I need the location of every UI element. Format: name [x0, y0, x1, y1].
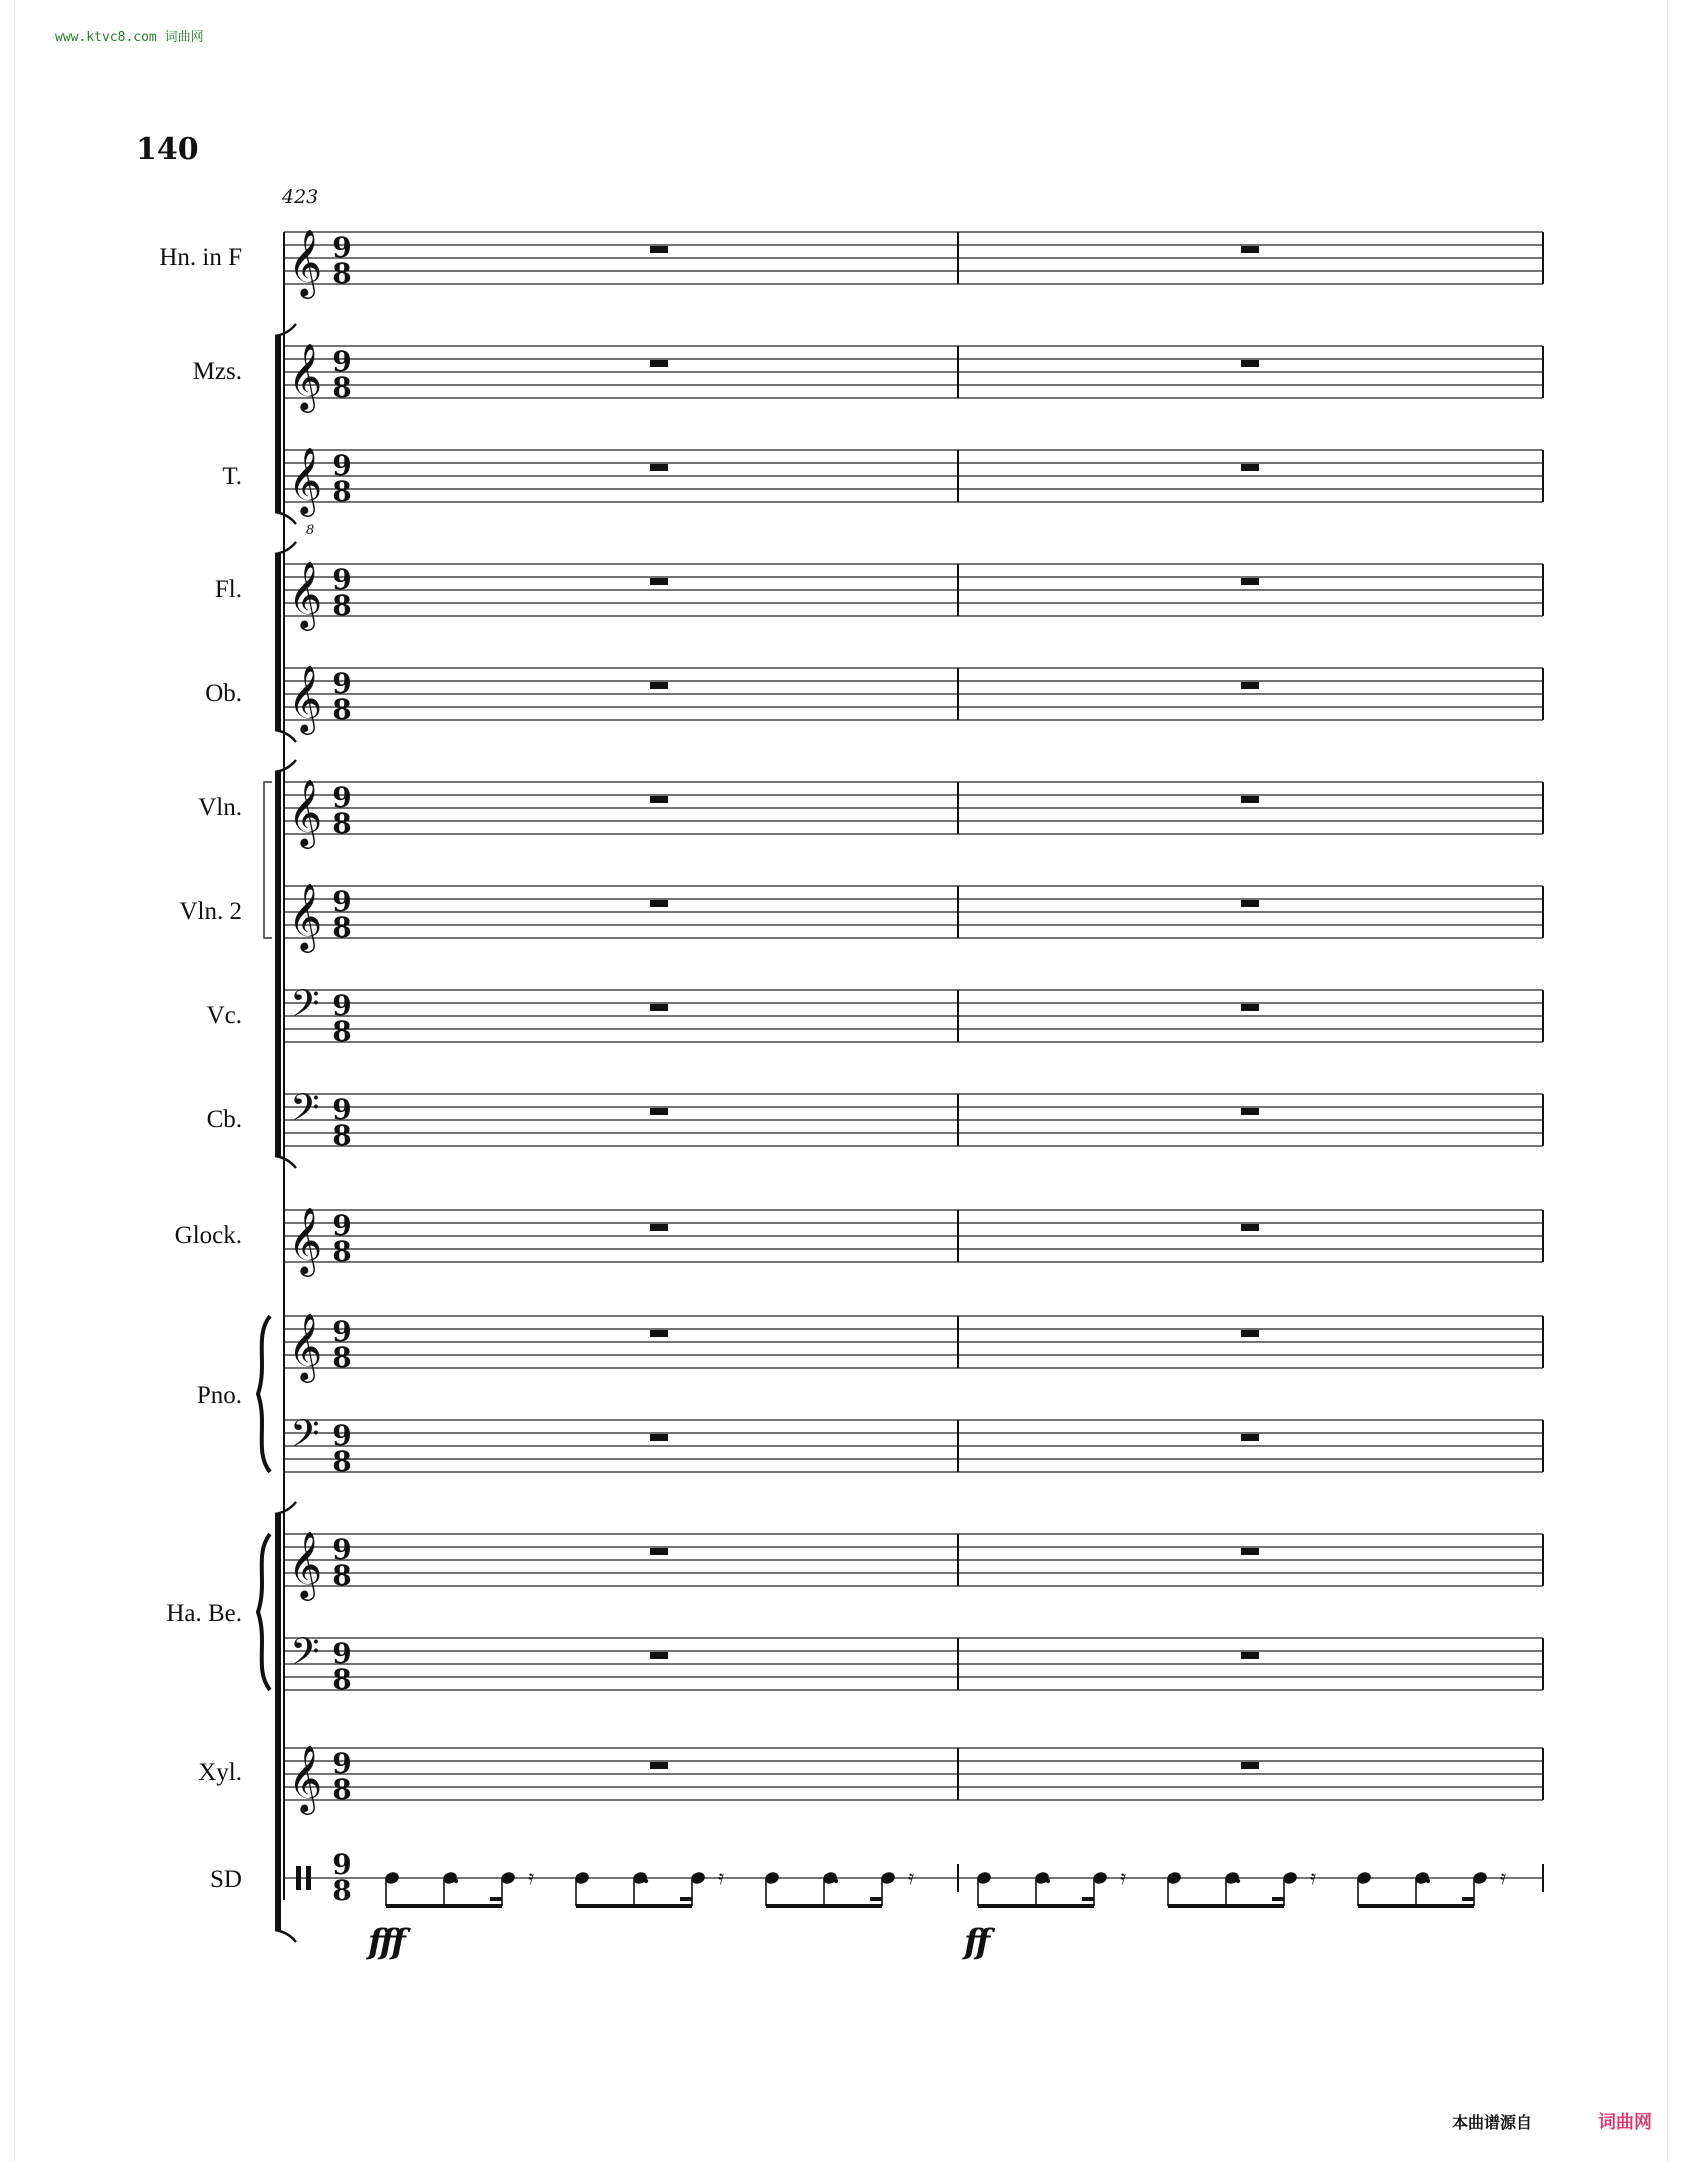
label-violin1: Vln. [198, 794, 242, 821]
sixteenth-rest-icon: 𝄿 [528, 1865, 535, 1889]
time-sig-bottom-flute: 8 [332, 589, 352, 622]
treble-clef-icon-xylophone: 𝄞 [288, 1744, 323, 1812]
treble-clef-icon-violin2: 𝄞 [288, 882, 323, 950]
augmentation-dot [1236, 1879, 1240, 1883]
label-mezzo: Mzs. [192, 358, 242, 385]
footer-source-text: 本曲谱源自 [1452, 2113, 1533, 2132]
brace-piano-icon [258, 1316, 270, 1472]
percussion-clef-icon [296, 1866, 301, 1890]
bracket-violins [264, 782, 272, 938]
time-sig-bottom-oboe: 8 [332, 693, 352, 726]
measure-rest-1-oboe [650, 682, 668, 689]
measure-rest-2-oboe [1241, 682, 1259, 689]
time-sig-bottom-violin1: 8 [332, 807, 352, 840]
label-flute: Fl. [214, 576, 242, 603]
measure-rest-2-harp [1241, 1548, 1259, 1555]
time-sig-top-harp: 9 [332, 1637, 352, 1670]
time-sig-top-violin2: 9 [332, 885, 352, 918]
time-sig-top-tenor: 9 [332, 449, 352, 482]
measure-rest-2-piano [1241, 1330, 1259, 1337]
time-sig-top-piano: 9 [332, 1315, 352, 1348]
watermark-url: www.ktvc8.com 词曲网 [55, 30, 204, 45]
measure-rest-1-glock [650, 1224, 668, 1231]
octave-marker-tenor: 8 [306, 523, 315, 538]
measure-number: 423 [282, 186, 319, 208]
label-xylophone: Xyl. [198, 1759, 242, 1786]
bracket-strings-top [275, 760, 296, 772]
time-sig-bottom-piano: 8 [332, 1445, 352, 1478]
sixteenth-rest-icon: 𝄿 [908, 1865, 915, 1889]
bracket-percussion-bottom [275, 1930, 296, 1942]
time-sig-bottom-tenor: 8 [332, 475, 352, 508]
treble-clef-icon-glock: 𝄞 [288, 1206, 323, 1274]
measure-rest-1-flute [650, 578, 668, 585]
sixteenth-rest-icon: 𝄿 [1500, 1865, 1507, 1889]
measure-rest-1-horn [650, 246, 668, 253]
label-harp: Ha. Be. [166, 1600, 242, 1627]
measure-rest-2-harp [1241, 1652, 1259, 1659]
measure-rest-1-xylophone [650, 1762, 668, 1769]
augmentation-dot [834, 1879, 838, 1883]
bracket-percussion-top [275, 1502, 296, 1514]
label-piano: Pno. [196, 1382, 242, 1409]
measure-rest-2-violin1 [1241, 796, 1259, 803]
measure-rest-1-bass [650, 1108, 668, 1115]
measure-rest-2-xylophone [1241, 1762, 1259, 1769]
measure-rest-2-mezzo [1241, 360, 1259, 367]
treble-clef-icon-harp: 𝄞 [288, 1530, 323, 1598]
measure-rest-1-piano [650, 1434, 668, 1441]
label-tenor: T. [222, 463, 242, 490]
augmentation-dot [644, 1879, 648, 1883]
time-sig-bottom-mezzo: 8 [332, 371, 352, 404]
measure-rest-2-piano [1241, 1434, 1259, 1441]
time-sig-top-cello: 9 [332, 989, 352, 1022]
sixteenth-rest-icon: 𝄿 [718, 1865, 725, 1889]
bass-clef-icon-bass: 𝄢 [290, 1085, 320, 1139]
measure-rest-1-harp [650, 1548, 668, 1555]
time-sig-top-violin1: 9 [332, 781, 352, 814]
label-violin2: Vln. 2 [179, 898, 242, 925]
bracket-winds-top [275, 542, 296, 554]
page-number: 140 [136, 132, 199, 167]
treble-clef-icon-tenor: 𝄞 [288, 446, 323, 514]
time-sig-top-xylophone: 9 [332, 1747, 352, 1780]
time-sig-bottom-harp: 8 [332, 1559, 352, 1592]
measure-rest-2-tenor [1241, 464, 1259, 471]
sixteenth-rest-icon: 𝄿 [1310, 1865, 1317, 1889]
time-sig-bottom-harp: 8 [332, 1663, 352, 1696]
time-sig-top-oboe: 9 [332, 667, 352, 700]
time-sig-bottom-glock: 8 [332, 1235, 352, 1268]
time-sig-top-piano: 9 [332, 1419, 352, 1452]
treble-clef-icon-piano: 𝄞 [288, 1312, 323, 1380]
label-snare: SD [210, 1866, 242, 1893]
time-sig-bottom-bass: 8 [332, 1119, 352, 1152]
measure-rest-1-cello [650, 1004, 668, 1011]
treble-clef-icon-mezzo: 𝄞 [288, 342, 323, 410]
measure-rest-1-mezzo [650, 360, 668, 367]
brace-harp-icon [258, 1534, 270, 1690]
footer-site-name: 词曲网 [1598, 2112, 1652, 2133]
time-sig-top-harp: 9 [332, 1533, 352, 1566]
label-glock: Glock. [174, 1222, 242, 1249]
measure-rest-1-tenor [650, 464, 668, 471]
time-sig-bottom-piano: 8 [332, 1341, 352, 1374]
time-sig-bottom-cello: 8 [332, 1015, 352, 1048]
label-cello: Vc. [206, 1002, 242, 1029]
measure-rest-2-bass [1241, 1108, 1259, 1115]
treble-clef-icon-flute: 𝄞 [288, 560, 323, 628]
time-sig-top-glock: 9 [332, 1209, 352, 1242]
measure-rest-1-violin2 [650, 900, 668, 907]
time-sig-top-mezzo: 9 [332, 345, 352, 378]
measure-rest-2-violin2 [1241, 900, 1259, 907]
augmentation-dot [1046, 1879, 1050, 1883]
bracket-strings-bottom [275, 1156, 296, 1168]
treble-clef-icon-oboe: 𝄞 [288, 664, 323, 732]
bracket-voices-top [275, 324, 296, 336]
time-sig-bottom-violin2: 8 [332, 911, 352, 944]
measure-rest-2-cello [1241, 1004, 1259, 1011]
time-sig-top-bass: 9 [332, 1093, 352, 1126]
measure-rest-1-piano [650, 1330, 668, 1337]
bass-clef-icon-piano: 𝄢 [290, 1411, 320, 1465]
label-horn: Hn. in F [159, 244, 242, 271]
time-sig-top-flute: 9 [332, 563, 352, 596]
dynamic-fff: fff [368, 1922, 403, 1962]
time-sig-bottom-horn: 8 [332, 257, 352, 290]
augmentation-dot [454, 1879, 458, 1883]
percussion-clef-icon [306, 1866, 311, 1890]
measure-rest-1-harp [650, 1652, 668, 1659]
treble-clef-icon-violin1: 𝄞 [288, 778, 323, 846]
measure-rest-2-flute [1241, 578, 1259, 585]
bass-clef-icon-harp: 𝄢 [290, 1629, 320, 1683]
measure-rest-2-horn [1241, 246, 1259, 253]
augmentation-dot [1426, 1879, 1430, 1883]
time-sig-top-snare: 9 [332, 1848, 352, 1881]
time-sig-top-horn: 9 [332, 231, 352, 264]
label-oboe: Ob. [205, 680, 242, 707]
sixteenth-rest-icon: 𝄿 [1120, 1865, 1127, 1889]
measure-rest-2-glock [1241, 1224, 1259, 1231]
time-sig-bottom-snare: 8 [332, 1874, 352, 1907]
time-sig-bottom-xylophone: 8 [332, 1773, 352, 1806]
dynamic-ff: ff [964, 1922, 988, 1962]
label-bass: Cb. [206, 1106, 242, 1133]
measure-rest-1-violin1 [650, 796, 668, 803]
treble-clef-icon-horn: 𝄞 [288, 228, 323, 296]
bass-clef-icon-cello: 𝄢 [290, 981, 320, 1035]
